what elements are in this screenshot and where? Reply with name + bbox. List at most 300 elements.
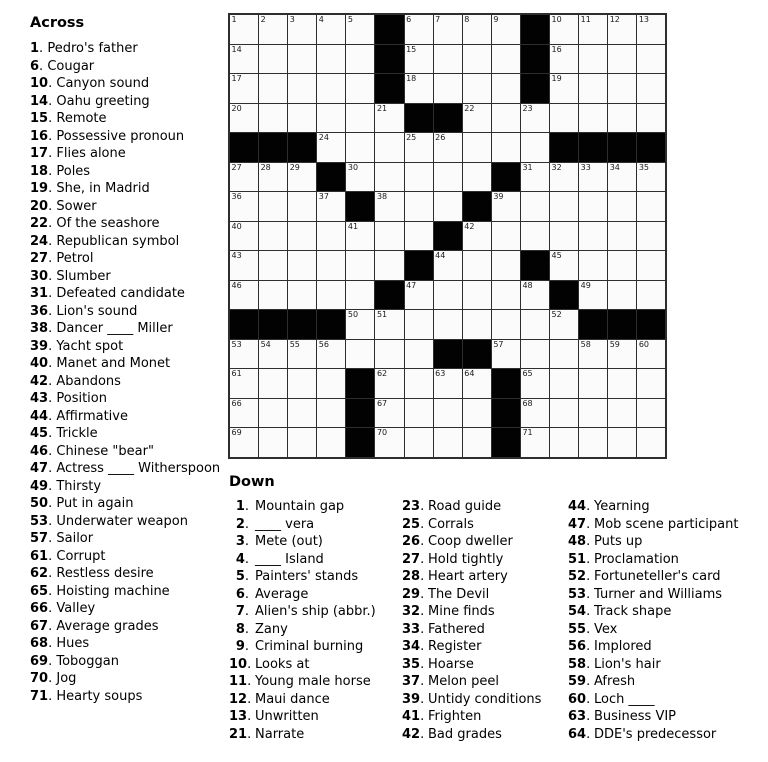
clue-number: 29. bbox=[402, 586, 425, 602]
clue-number: 52. bbox=[568, 569, 591, 584]
grid-cell[interactable] bbox=[550, 74, 578, 103]
grid-cell[interactable] bbox=[346, 45, 374, 74]
clue-number: 26. bbox=[402, 534, 425, 549]
grid-cell[interactable] bbox=[521, 133, 549, 162]
cell-number: 19 bbox=[551, 74, 562, 83]
grid-cell-black bbox=[288, 310, 316, 339]
across-header: Across bbox=[30, 15, 85, 31]
clue-item: 24. Republican symbol bbox=[30, 233, 180, 249]
grid-cell[interactable] bbox=[230, 399, 258, 428]
grid-cell[interactable] bbox=[230, 104, 258, 133]
clue-number: 36. bbox=[30, 303, 53, 319]
grid-cell[interactable] bbox=[259, 428, 287, 457]
grid-cell[interactable] bbox=[317, 15, 345, 44]
cell-number: 51 bbox=[376, 310, 388, 319]
grid-cell[interactable] bbox=[375, 428, 403, 457]
grid-cell[interactable] bbox=[637, 251, 665, 280]
clue-item: 44. Affirmative bbox=[30, 408, 128, 424]
clue-number: 8. bbox=[235, 621, 249, 637]
cell-number: 14 bbox=[231, 44, 242, 54]
grid-cell[interactable] bbox=[608, 104, 636, 133]
grid-cell[interactable] bbox=[521, 104, 549, 133]
cell-number: 18 bbox=[406, 74, 417, 83]
grid-cell[interactable] bbox=[550, 428, 578, 457]
cell-number: 70 bbox=[376, 428, 388, 437]
grid-cell[interactable] bbox=[579, 428, 607, 457]
cell-number: 32 bbox=[551, 162, 562, 172]
grid-cell[interactable] bbox=[463, 399, 491, 428]
clue-number: 64. bbox=[568, 726, 591, 742]
grid-cell[interactable] bbox=[463, 251, 491, 280]
grid-cell[interactable] bbox=[550, 15, 578, 44]
clue-number: 1. bbox=[235, 499, 249, 514]
cell-number: 31 bbox=[522, 162, 533, 172]
grid-cell[interactable] bbox=[579, 399, 607, 428]
clue-item: 4. ____ Island bbox=[229, 551, 376, 569]
grid-cell-black bbox=[375, 281, 403, 310]
clue-item: 44. Yearning bbox=[568, 499, 650, 514]
clue-number: 37. bbox=[402, 674, 425, 689]
cell-number: 39 bbox=[493, 192, 504, 201]
grid-cell[interactable] bbox=[230, 74, 258, 103]
grid-cell[interactable] bbox=[230, 340, 258, 369]
cell-number: 10 bbox=[551, 15, 562, 24]
grid-cell[interactable] bbox=[346, 281, 374, 310]
grid-cell[interactable] bbox=[259, 163, 287, 192]
grid-cell[interactable] bbox=[259, 251, 287, 280]
grid-cell[interactable] bbox=[288, 340, 316, 369]
grid-cell[interactable] bbox=[521, 399, 549, 428]
clue-number: 48. bbox=[568, 534, 591, 549]
grid-cell[interactable] bbox=[492, 15, 520, 44]
grid-cell[interactable] bbox=[463, 104, 491, 133]
grid-cell[interactable] bbox=[317, 399, 345, 428]
clue-number: 42. bbox=[30, 373, 53, 389]
clue-item: 3. Mete (out) bbox=[229, 533, 376, 551]
grid-cell[interactable] bbox=[288, 104, 316, 133]
grid-cell[interactable] bbox=[637, 45, 665, 74]
cell-number: 4 bbox=[318, 15, 324, 24]
grid-cell[interactable] bbox=[608, 222, 636, 251]
clue-item: 61. Corrupt bbox=[30, 548, 106, 564]
grid-cell[interactable] bbox=[230, 15, 258, 44]
grid-cell-black bbox=[375, 74, 403, 103]
grid-cell[interactable] bbox=[259, 15, 287, 44]
clue-item: 19. She, in Madrid bbox=[30, 181, 150, 196]
grid-cell[interactable] bbox=[405, 45, 433, 74]
grid-cell[interactable] bbox=[405, 133, 433, 162]
grid-cell[interactable] bbox=[375, 251, 403, 280]
grid-cell[interactable] bbox=[317, 369, 345, 398]
grid-cell-black bbox=[492, 428, 520, 457]
grid-cell[interactable] bbox=[288, 281, 316, 310]
grid-cell[interactable] bbox=[492, 74, 520, 103]
grid-cell[interactable] bbox=[463, 428, 491, 457]
grid-cell[interactable] bbox=[405, 163, 433, 192]
grid-cell[interactable] bbox=[405, 310, 433, 339]
clue-item: 13. Unwritten bbox=[229, 709, 319, 724]
grid-cell[interactable] bbox=[346, 104, 374, 133]
clue-number: 46. bbox=[30, 443, 53, 459]
clue-item: 35. Hoarse bbox=[402, 656, 474, 672]
clue-item: 6. Cougar bbox=[30, 58, 95, 74]
grid-cell[interactable] bbox=[346, 15, 374, 44]
clue-number: 57. bbox=[30, 531, 53, 546]
grid-cell[interactable] bbox=[317, 45, 345, 74]
grid-cell[interactable] bbox=[579, 281, 607, 310]
grid-cell-black bbox=[608, 310, 636, 339]
grid-cell[interactable] bbox=[550, 369, 578, 398]
cell-number: 66 bbox=[231, 398, 242, 408]
grid-cell[interactable] bbox=[521, 281, 549, 310]
grid-cell[interactable] bbox=[375, 104, 403, 133]
clue-item: 46. Chinese "bear" bbox=[30, 443, 154, 459]
grid-cell[interactable] bbox=[434, 74, 462, 103]
grid-cell[interactable] bbox=[346, 251, 374, 280]
clue-number: 55. bbox=[568, 621, 591, 637]
grid-cell[interactable] bbox=[259, 192, 287, 221]
grid-cell[interactable] bbox=[230, 251, 258, 280]
grid-cell[interactable] bbox=[317, 192, 345, 221]
across-clues-panel bbox=[30, 15, 230, 705]
grid-cell[interactable] bbox=[492, 281, 520, 310]
grid-cell[interactable] bbox=[637, 281, 665, 310]
grid-cell[interactable] bbox=[434, 399, 462, 428]
grid-cell[interactable] bbox=[637, 104, 665, 133]
clue-number: 18. bbox=[30, 163, 53, 179]
grid-cell[interactable] bbox=[492, 104, 520, 133]
grid-cell[interactable] bbox=[405, 428, 433, 457]
grid-cell[interactable] bbox=[463, 163, 491, 192]
grid-cell[interactable] bbox=[550, 45, 578, 74]
clue-number: 33. bbox=[402, 621, 425, 637]
grid-cell[interactable] bbox=[579, 192, 607, 221]
clue-number: 22. bbox=[30, 216, 53, 231]
grid-cell[interactable] bbox=[463, 310, 491, 339]
grid-cell[interactable] bbox=[375, 310, 403, 339]
clue-number: 41. bbox=[402, 709, 425, 724]
grid-cell[interactable] bbox=[434, 133, 462, 162]
grid-cell[interactable] bbox=[608, 399, 636, 428]
grid-cell[interactable] bbox=[434, 281, 462, 310]
clue-number: 28. bbox=[402, 569, 425, 584]
grid-cell[interactable] bbox=[579, 74, 607, 103]
grid-cell[interactable] bbox=[463, 369, 491, 398]
clue-item: 55. Vex bbox=[568, 621, 618, 637]
grid-cell[interactable] bbox=[579, 104, 607, 133]
grid-cell[interactable] bbox=[550, 104, 578, 133]
grid-cell[interactable] bbox=[608, 15, 636, 44]
clue-number: 16. bbox=[30, 128, 53, 144]
grid-cell[interactable] bbox=[579, 251, 607, 280]
grid-cell[interactable] bbox=[463, 74, 491, 103]
grid-cell[interactable] bbox=[492, 192, 520, 221]
grid-cell[interactable] bbox=[317, 133, 345, 162]
grid-cell[interactable] bbox=[463, 281, 491, 310]
grid-cell[interactable] bbox=[346, 310, 374, 339]
clue-number: 40. bbox=[30, 356, 53, 371]
clue-item: 31. Defeated candidate bbox=[30, 286, 185, 301]
grid-cell[interactable] bbox=[492, 310, 520, 339]
cell-number: 38 bbox=[376, 192, 388, 201]
grid-cell[interactable] bbox=[492, 251, 520, 280]
grid-cell[interactable] bbox=[375, 222, 403, 251]
grid-cell[interactable] bbox=[434, 192, 462, 221]
clue-item: 66. Valley bbox=[30, 601, 96, 616]
clue-item: 59. Afresh bbox=[568, 674, 636, 689]
cell-number: 58 bbox=[580, 339, 591, 349]
clue-number: 53. bbox=[568, 586, 591, 602]
grid-cell[interactable] bbox=[521, 163, 549, 192]
grid-cell[interactable] bbox=[608, 340, 636, 369]
grid-cell[interactable] bbox=[288, 15, 316, 44]
clue-number: 39. bbox=[402, 691, 425, 707]
grid-cell[interactable] bbox=[288, 428, 316, 457]
grid-cell[interactable] bbox=[550, 399, 578, 428]
grid-cell[interactable] bbox=[521, 310, 549, 339]
grid-cell[interactable] bbox=[608, 192, 636, 221]
grid-cell[interactable] bbox=[637, 15, 665, 44]
grid-cell[interactable] bbox=[288, 399, 316, 428]
grid-cell[interactable] bbox=[230, 428, 258, 457]
grid-cell-black bbox=[492, 399, 520, 428]
clue-item: 37. Melon peel bbox=[402, 674, 500, 689]
grid-cell[interactable] bbox=[259, 369, 287, 398]
grid-cell[interactable] bbox=[608, 428, 636, 457]
grid-cell[interactable] bbox=[521, 222, 549, 251]
clue-item: 5. Painters' stands bbox=[229, 568, 376, 586]
grid-cell[interactable] bbox=[346, 163, 374, 192]
grid-cell[interactable] bbox=[637, 163, 665, 192]
grid-cell[interactable] bbox=[492, 340, 520, 369]
grid-cell[interactable] bbox=[550, 251, 578, 280]
grid-cell[interactable] bbox=[317, 104, 345, 133]
cell-number: 9 bbox=[493, 15, 499, 24]
cell-number: 16 bbox=[551, 44, 562, 54]
clue-item: 47. Actress ____ Witherspoon bbox=[30, 461, 221, 476]
grid-cell[interactable] bbox=[259, 340, 287, 369]
grid-cell[interactable] bbox=[288, 163, 316, 192]
grid-cell[interactable] bbox=[579, 222, 607, 251]
grid-cell[interactable] bbox=[288, 251, 316, 280]
clue-number: 61. bbox=[30, 548, 53, 564]
clue-item: 56. Implored bbox=[568, 639, 652, 654]
clue-number: 32. bbox=[402, 604, 425, 619]
grid-cell[interactable] bbox=[608, 369, 636, 398]
grid-cell[interactable] bbox=[346, 74, 374, 103]
cell-number: 27 bbox=[231, 162, 242, 172]
grid-cell[interactable] bbox=[463, 222, 491, 251]
grid-cell[interactable] bbox=[405, 281, 433, 310]
grid-cell[interactable] bbox=[317, 74, 345, 103]
grid-cell-black bbox=[521, 251, 549, 280]
grid-cell[interactable] bbox=[492, 222, 520, 251]
cell-number: 30 bbox=[347, 162, 359, 172]
grid-cell[interactable] bbox=[259, 74, 287, 103]
grid-cell[interactable] bbox=[288, 45, 316, 74]
grid-cell[interactable] bbox=[608, 281, 636, 310]
grid-cell-black bbox=[608, 133, 636, 162]
down-clue-column-1 bbox=[229, 498, 376, 743]
grid-cell[interactable] bbox=[288, 222, 316, 251]
cell-number: 26 bbox=[435, 133, 446, 142]
grid-cell[interactable] bbox=[579, 45, 607, 74]
cell-number: 45 bbox=[551, 251, 562, 260]
clue-number: 60. bbox=[568, 691, 591, 707]
clue-item: 27. Petrol bbox=[30, 251, 94, 266]
grid-cell[interactable] bbox=[317, 340, 345, 369]
clue-item: 47. Mob scene participant bbox=[568, 516, 739, 532]
grid-cell[interactable] bbox=[637, 340, 665, 369]
grid-cell[interactable] bbox=[375, 192, 403, 221]
grid-cell[interactable] bbox=[259, 399, 287, 428]
clue-number: 13. bbox=[229, 709, 252, 724]
cell-number: 17 bbox=[231, 74, 242, 83]
grid-cell[interactable] bbox=[288, 74, 316, 103]
grid-cell[interactable] bbox=[579, 15, 607, 44]
grid-cell[interactable] bbox=[434, 369, 462, 398]
grid-cell[interactable] bbox=[550, 163, 578, 192]
grid-cell[interactable] bbox=[405, 340, 433, 369]
grid-cell[interactable] bbox=[405, 399, 433, 428]
grid-cell-black bbox=[375, 15, 403, 44]
grid-cell[interactable] bbox=[521, 340, 549, 369]
grid-cell[interactable] bbox=[346, 133, 374, 162]
cell-number: 41 bbox=[347, 221, 359, 231]
grid-cell[interactable] bbox=[637, 222, 665, 251]
cell-number: 56 bbox=[318, 339, 329, 349]
cell-number: 71 bbox=[522, 428, 533, 437]
grid-cell[interactable] bbox=[259, 104, 287, 133]
grid-cell[interactable] bbox=[550, 340, 578, 369]
clue-number: 27. bbox=[402, 551, 425, 567]
grid-cell[interactable] bbox=[288, 192, 316, 221]
grid-cell[interactable] bbox=[259, 222, 287, 251]
grid-cell[interactable] bbox=[346, 222, 374, 251]
clue-item: 15. Remote bbox=[30, 111, 107, 126]
cell-number: 8 bbox=[464, 15, 470, 24]
clue-number: 50. bbox=[30, 496, 53, 511]
grid-cell[interactable] bbox=[579, 369, 607, 398]
clue-number: 43. bbox=[30, 391, 53, 406]
grid-cell[interactable] bbox=[521, 369, 549, 398]
grid-cell[interactable] bbox=[492, 133, 520, 162]
grid-cell[interactable] bbox=[317, 251, 345, 280]
grid-cell-black bbox=[230, 310, 258, 339]
grid-cell[interactable] bbox=[230, 163, 258, 192]
grid-cell[interactable] bbox=[608, 74, 636, 103]
grid-cell[interactable] bbox=[375, 340, 403, 369]
grid-cell[interactable] bbox=[550, 310, 578, 339]
cell-number: 24 bbox=[318, 133, 329, 142]
grid-cell[interactable] bbox=[550, 222, 578, 251]
grid-cell[interactable] bbox=[521, 428, 549, 457]
grid-cell[interactable] bbox=[230, 45, 258, 74]
grid-cell[interactable] bbox=[259, 45, 287, 74]
grid-cell[interactable] bbox=[375, 133, 403, 162]
clue-item: 16. Possessive pronoun bbox=[30, 128, 185, 144]
grid-cell[interactable] bbox=[637, 74, 665, 103]
grid-cell[interactable] bbox=[434, 15, 462, 44]
grid-cell[interactable] bbox=[579, 163, 607, 192]
clue-item: 58. Lion's hair bbox=[568, 656, 661, 672]
grid-cell[interactable] bbox=[317, 428, 345, 457]
grid-cell[interactable] bbox=[637, 192, 665, 221]
clue-number: 38. bbox=[30, 321, 53, 336]
grid-cell-black bbox=[346, 428, 374, 457]
clue-number: 25. bbox=[402, 516, 425, 532]
clue-number: 58. bbox=[568, 656, 591, 672]
cell-number: 25 bbox=[406, 133, 417, 142]
grid-cell[interactable] bbox=[230, 369, 258, 398]
clue-number: 53. bbox=[30, 513, 53, 529]
grid-cell[interactable] bbox=[608, 251, 636, 280]
grid-cell[interactable] bbox=[405, 222, 433, 251]
grid-cell[interactable] bbox=[434, 45, 462, 74]
grid-cell[interactable] bbox=[346, 340, 374, 369]
grid-cell[interactable] bbox=[608, 45, 636, 74]
grid-cell[interactable] bbox=[463, 15, 491, 44]
grid-cell[interactable] bbox=[463, 133, 491, 162]
grid-cell[interactable] bbox=[375, 369, 403, 398]
grid-cell[interactable] bbox=[405, 15, 433, 44]
grid-cell[interactable] bbox=[608, 163, 636, 192]
grid-cell[interactable] bbox=[230, 192, 258, 221]
grid-cell[interactable] bbox=[434, 310, 462, 339]
grid-cell[interactable] bbox=[317, 222, 345, 251]
clue-item: 57. Sailor bbox=[30, 531, 94, 546]
grid-cell[interactable] bbox=[492, 45, 520, 74]
cell-number: 69 bbox=[231, 428, 242, 437]
grid-cell[interactable] bbox=[375, 163, 403, 192]
grid-cell[interactable] bbox=[405, 74, 433, 103]
grid-cell[interactable] bbox=[637, 369, 665, 398]
grid-cell[interactable] bbox=[637, 399, 665, 428]
grid-cell[interactable] bbox=[550, 192, 578, 221]
clue-item: 29. The Devil bbox=[402, 586, 490, 602]
grid-cell[interactable] bbox=[405, 192, 433, 221]
down-clue-column-3 bbox=[568, 498, 738, 743]
clue-number: 44. bbox=[568, 499, 591, 514]
grid-cell[interactable] bbox=[637, 428, 665, 457]
clue-number: 49. bbox=[30, 478, 53, 494]
grid-cell[interactable] bbox=[259, 281, 287, 310]
clue-item: 67. Average grades bbox=[30, 618, 159, 634]
grid-cell[interactable] bbox=[521, 192, 549, 221]
clue-number: 56. bbox=[568, 639, 591, 654]
clue-number: 21. bbox=[229, 726, 252, 742]
grid-cell[interactable] bbox=[434, 428, 462, 457]
clue-number: 66. bbox=[30, 601, 53, 616]
clue-item: 39. Untidy conditions bbox=[402, 691, 542, 707]
grid-cell[interactable] bbox=[288, 369, 316, 398]
grid-cell[interactable] bbox=[434, 251, 462, 280]
grid-cell[interactable] bbox=[463, 45, 491, 74]
grid-cell[interactable] bbox=[375, 399, 403, 428]
grid-cell[interactable] bbox=[405, 369, 433, 398]
grid-cell[interactable] bbox=[434, 163, 462, 192]
grid-cell-black bbox=[346, 369, 374, 398]
grid-cell-black bbox=[521, 15, 549, 44]
grid-cell[interactable] bbox=[230, 222, 258, 251]
grid-cell[interactable] bbox=[230, 281, 258, 310]
cell-number: 50 bbox=[347, 310, 359, 319]
clue-item: 48. Puts up bbox=[568, 534, 643, 549]
grid-cell-black bbox=[492, 163, 520, 192]
cell-number: 36 bbox=[231, 192, 242, 201]
grid-cell[interactable] bbox=[317, 281, 345, 310]
grid-cell[interactable] bbox=[579, 340, 607, 369]
